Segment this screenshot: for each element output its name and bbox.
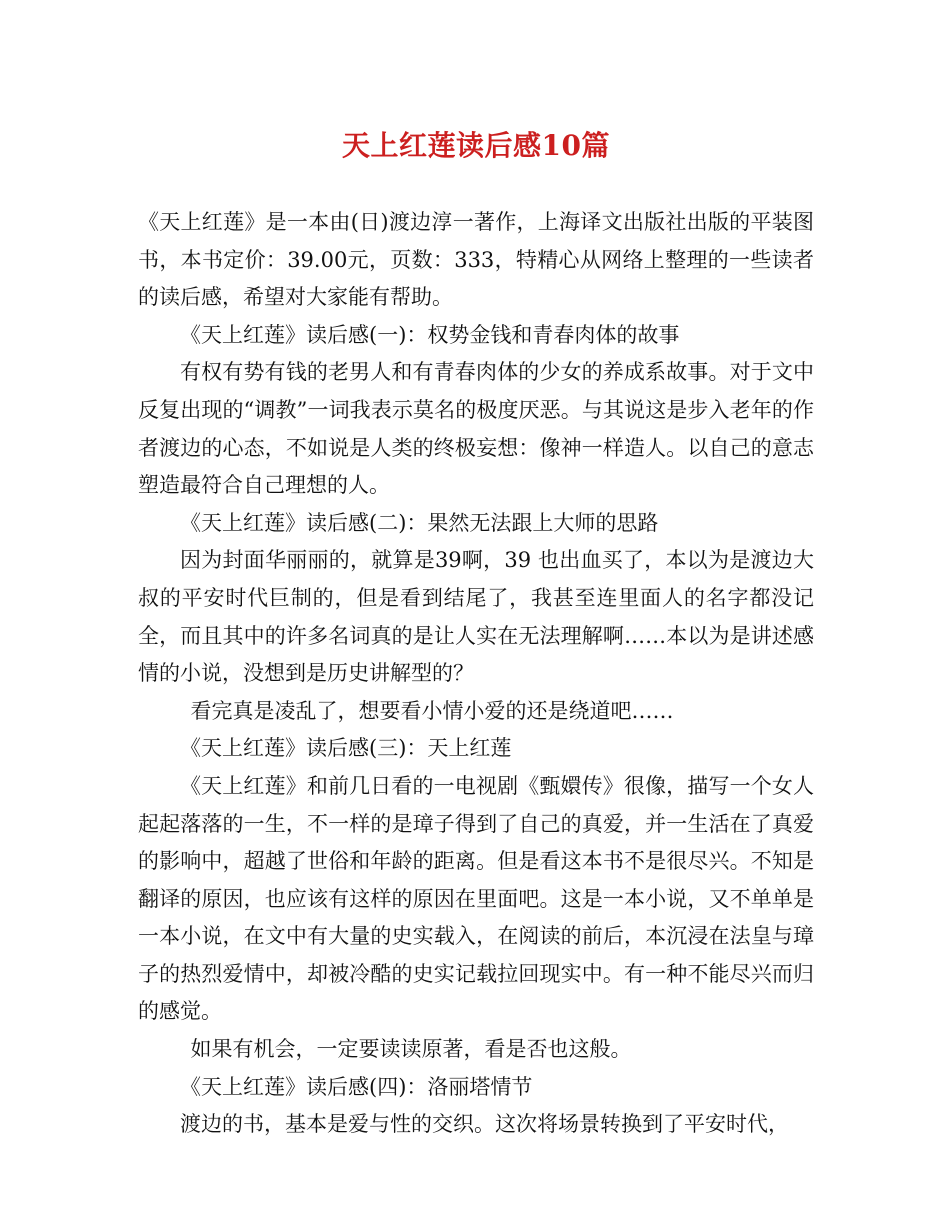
document-title: 天上红莲读后感10篇: [342, 129, 610, 162]
section-paragraph-3: 《天上红莲》和前几日看的一电视剧《甄嬛传》很像，描写一个女人起起落落的一生，不一样的是璋子得到了自己的真爱，并一生活在了真爱的影响中，超越了世俗和年龄的距离。但是看这本书不是很尽兴。不知是翻译的原因，也应该有这样的原因在里面吧。这是一本小说，又不单单是一本小说，在文中有大量的史实载入，在阅读的前后，本沉浸在法皇与璋子的热烈爱情中，却被冷酷的史实记载拉回现实中。有一种不能尽兴而归的感觉。: [138, 773, 814, 1024]
section-paragraph-4: 渡边的书，基本是爱与性的交织。这次将场景转换到了平安时代，: [180, 1112, 789, 1137]
document-body: [138, 204, 814, 1144]
section-heading-1: 《天上红莲》读后感(一)：权势金钱和青春肉体的故事: [180, 322, 680, 347]
section-heading-3: 《天上红莲》读后感(三)：天上红莲: [180, 736, 512, 761]
section-paragraph-2: 因为封面华丽丽的，就算是39啊，39 也出血买了，本以为是渡边大叔的平安时代巨制的，但是看到结尾了，我甚至连里面人的名字都没记全，而且其中的许多名词真的是让人实在无法理解啊……本以为是讲述感情的小说，没想到是历史讲解型的？: [138, 548, 814, 686]
section-heading-2: 《天上红莲》读后感(二)：果然无法跟上大师的思路: [180, 510, 659, 535]
section-paragraph-2b: 看完真是凌乱了，想要看小情小爱的还是绕道吧……: [190, 698, 674, 723]
intro-paragraph: 《天上红莲》是一本由(日)渡边淳一著作，上海译文出版社出版的平装图书，本书定价：39.00元，页数：333，特精心从网络上整理的一些读者的读后感，希望对大家能有帮助。: [138, 210, 814, 310]
section-paragraph-3b: 如果有机会，一定要读读原著，看是否也这般。: [190, 1037, 632, 1062]
section-heading-4: 《天上红莲》读后感(四)：洛丽塔情节: [180, 1074, 533, 1099]
section-paragraph-1: 有权有势有钱的老男人和有青春肉体的少女的养成系故事。对于文中反复出现的“调教”一词我表示莫名的极度厌恶。与其说这是步入老年的作者渡边的心态，不如说是人类的终极妄想：像神一样造人。以自己的意志塑造最符合自己理想的人。: [138, 360, 814, 498]
